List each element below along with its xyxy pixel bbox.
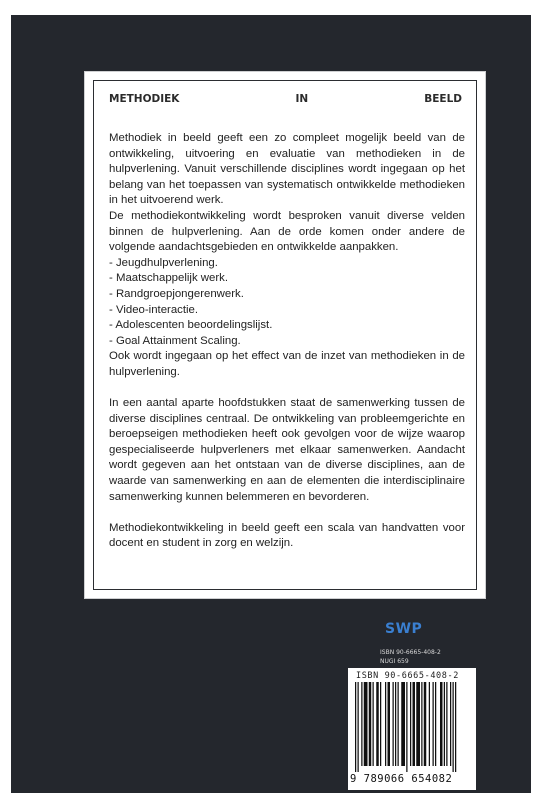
paragraph-spacer — [109, 505, 465, 521]
blurb — [109, 131, 465, 552]
focus-area-list — [109, 256, 465, 350]
paragraph-spacer — [109, 381, 465, 397]
blurb-paragraph: Methodiek in beeld geeft een zo compleet mogelijk beeld van de ontwikkeling, uitvoering en evaluatie van methodieken in de hulpverlening. Vanuit verschillende disciplines wordt ingegaan op het belang van het toepassen van systematisch ontwikkelde methodieken in het uitvoerend werk. — [109, 132, 465, 207]
blurb-paragraph: Ook wordt ingegaan op het effect van de inzet van methodieken in de hulpverlening. — [109, 350, 465, 378]
list-item: - Maatschappelijk werk. — [109, 272, 229, 285]
blurb-paragraph: In een aantal aparte hoofdstukken staat de samenwerking tussen de diverse disciplines centraal. De ontwikkeling van probleemgerichte en beroepseigen methodieken heeft ook gevolgen voor de wijze waarop gespecialiseerde hulpverleners met elkaar samenwerken. Aandacht wordt gegeven aan het ontstaan van de diverse disciplines, aan de waarde van samenwerking en aan de elementen die interdisciplinaire samenwerking kunnen belemmeren en bevorderen. — [109, 397, 465, 503]
list-item: - Randgroepjongerenwerk. — [109, 287, 244, 300]
list-item: - Jeugdhulpverlening. — [109, 256, 218, 269]
isbn-line: ISBN 90-6665-408-2 — [380, 649, 441, 656]
list-item: - Adolescenten beoordelingslijst. — [109, 319, 273, 332]
barcode-isbn-text: ISBN 90-6665-408-2 — [356, 671, 459, 681]
barcode-digits: 9 789066 654082 — [350, 773, 453, 785]
list-item: - Goal Attainment Scaling. — [109, 334, 241, 347]
back-cover — [11, 15, 531, 793]
book-title — [94, 93, 476, 105]
title-word: METHODIEK — [109, 93, 180, 105]
title-word: BEELD — [424, 93, 462, 105]
publisher-codes — [380, 648, 441, 666]
nugi-line: NUGI 659 — [380, 658, 409, 665]
publisher-logo: SWP — [385, 621, 423, 637]
barcode-icon — [354, 682, 470, 772]
blurb-paragraph: Methodiekontwikkeling in beeld geeft een scala van handvatten voor docent en student in zorg en welzijn. — [109, 521, 465, 550]
barcode-label — [348, 668, 476, 790]
title-word: IN — [295, 93, 309, 105]
blurb-paragraph: De methodiekontwikkeling wordt besproken vanuit diverse velden binnen de hulpverlening. Aan de orde komen onder andere de volgende aandachtsgebieden en ontwikkelde aanpakken. — [109, 209, 465, 254]
text-panel-frame — [93, 80, 477, 590]
text-panel — [84, 71, 486, 599]
list-item: - Video-interactie. — [109, 303, 199, 316]
